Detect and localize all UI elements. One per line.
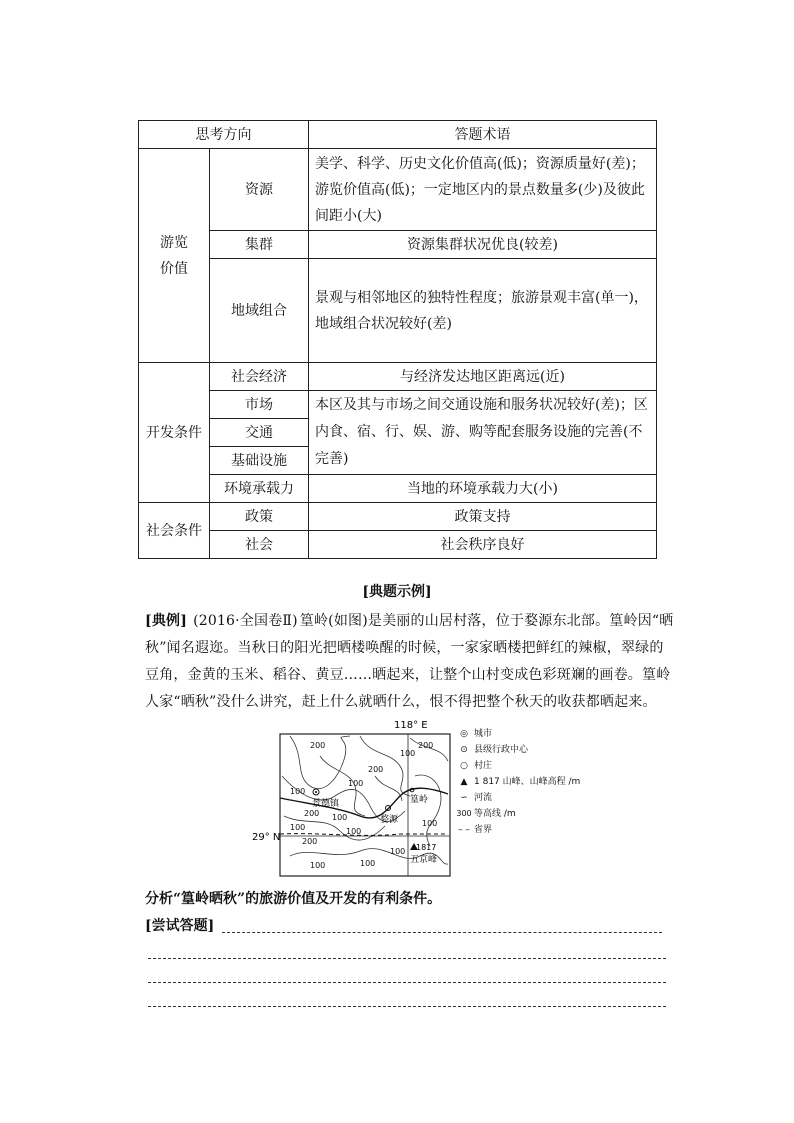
legend-label: 村庄: [474, 761, 493, 771]
contour-label: 200: [310, 741, 326, 750]
answer-label: [尝试答题]: [145, 918, 215, 934]
contour-label: 200: [302, 837, 318, 846]
legend-item: [456, 774, 596, 790]
row-label-infrastructure: 基础设施: [210, 447, 309, 475]
row-label-policy: 政策: [210, 503, 309, 531]
row-text-society: 社会秩序良好: [309, 531, 657, 559]
header-thinking-direction: 思考方向: [139, 121, 309, 149]
legend-label: 县级行政中心: [474, 745, 529, 755]
legend-label: 1 817 山峰、山峰高程 /m: [474, 777, 581, 787]
table-row: [139, 149, 657, 231]
row-label-resource: 资源: [210, 149, 309, 231]
contour-label: 200: [418, 741, 434, 750]
contour-label: 100: [360, 859, 376, 868]
boundary-icon: – –: [458, 825, 470, 835]
contour-label: 200: [368, 765, 384, 774]
village-icon: ○: [460, 761, 468, 771]
legend-label: 城市: [474, 729, 493, 739]
legend-item: [456, 790, 596, 806]
row-label-society: 社会: [210, 531, 309, 559]
map-legend: [456, 726, 596, 838]
answer-terms-table: [138, 120, 657, 559]
row-label-cluster: 集群: [210, 231, 309, 259]
table-row: [139, 503, 657, 531]
legend-item: [456, 758, 596, 774]
row-text-resource: 美学、科学、历史文化价值高(低)；资源质量好(差)；游览价值高(低)；一定地区内的景点数量多(少)及彼此间距小(大): [309, 149, 657, 231]
row-label-capacity: 环境承载力: [210, 475, 309, 503]
section-title: [典题示例]: [362, 584, 432, 600]
legend-item: [456, 806, 596, 822]
table-row: [139, 391, 657, 419]
row-label-socioeconomic: 社会经济: [210, 363, 309, 391]
place-jingdezhen: 景德镇: [312, 799, 340, 809]
group-tour-value: [139, 149, 210, 363]
group-social-conditions: 社会条件: [139, 503, 210, 559]
contour-label: 100: [332, 813, 348, 822]
example-body: 篁岭(如图)是美丽的山居村落，位于婺源东北部。篁岭因“晒秋”闻名遐迩。当秋日的阳光把晒楼唤醒的时候，一家家晒楼把鲜红的辣椒，翠绿的豆角，金黄的玉米、稻谷、黄豆……晒起来，让整个山村变成色彩斑斓的画卷。篁岭人家“晒秋”没什么讲究，赶上什么就晒什么，恨不得把整个秋天的收获都晒起来。: [145, 613, 674, 710]
river-icon: ∽: [460, 793, 468, 803]
contour-label: 100: [390, 847, 406, 856]
legend-label: 等高线 /m: [474, 809, 516, 819]
header-answer-terms: 答题术语: [309, 121, 657, 149]
table-row: [139, 259, 657, 363]
group-dev-conditions: 开发条件: [139, 363, 210, 503]
table-row: [139, 363, 657, 391]
table-header-row: [139, 121, 657, 149]
table-row: [139, 531, 657, 559]
row-text-policy: 政策支持: [309, 503, 657, 531]
row-label-market: 市场: [210, 391, 309, 419]
row-text-market-transport: 本区及其与市场之间交通设施和服务状况较好(差)；区内食、宿、行、娱、游、购等配套服务设施的完善(不完善): [309, 391, 657, 475]
legend-item: [456, 742, 596, 758]
contour-icon: 300: [456, 809, 472, 818]
city-icon-dot: [315, 791, 317, 793]
legend-item: [456, 726, 596, 742]
place-huangling: 篁岭: [410, 795, 429, 805]
row-text-socioeconomic: 与经济发达地区距离远(近): [309, 363, 657, 391]
group-label: 游览价值: [160, 234, 188, 277]
contour-label: 100: [422, 819, 438, 828]
row-text-capacity: 当地的环境承载力大(小): [309, 475, 657, 503]
place-wuyuan: 婺源: [380, 815, 399, 825]
answer-line[interactable]: [148, 982, 666, 983]
county-icon: ⊙: [460, 745, 468, 755]
place-wujing-peak: 五京峰: [410, 855, 438, 865]
contour-label: 100: [348, 779, 364, 788]
answer-line[interactable]: [148, 958, 666, 959]
row-text-regional: 景观与相邻地区的独特性程度；旅游景观丰富(单一)，地域组合状况较好(差): [309, 259, 657, 363]
city-icon: ◎: [460, 729, 468, 739]
answer-line[interactable]: [222, 932, 662, 933]
longitude-label: 118° E: [394, 720, 428, 731]
legend-item: [456, 822, 596, 838]
question-text: 分析“篁岭晒秋”的旅游价值及开发的有利条件。: [145, 891, 442, 907]
table-row: [139, 231, 657, 259]
example-tag: [典例]: [145, 613, 188, 629]
contour-label: 100: [400, 749, 416, 758]
row-label-regional: 地域组合: [210, 259, 309, 363]
row-label-transport: 交通: [210, 419, 309, 447]
contour-label: 100: [310, 861, 326, 870]
contour-label: 200: [304, 809, 320, 818]
latitude-label: 29° N: [252, 832, 281, 843]
row-text-cluster: 资源集群状况优良(较差): [309, 231, 657, 259]
peak-icon: ▲: [460, 777, 468, 787]
table-row: [139, 475, 657, 503]
example-paragraph: [145, 608, 677, 716]
contour-label: 100: [290, 823, 306, 832]
peak-height: 1817: [416, 843, 437, 852]
legend-label: 河流: [474, 793, 493, 803]
legend-label: 省界: [474, 825, 493, 835]
contour-label: 100: [346, 827, 362, 836]
answer-line[interactable]: [148, 1006, 666, 1007]
contour-label: 100: [290, 787, 306, 796]
example-source: (2016·全国卷Ⅱ): [193, 613, 298, 629]
